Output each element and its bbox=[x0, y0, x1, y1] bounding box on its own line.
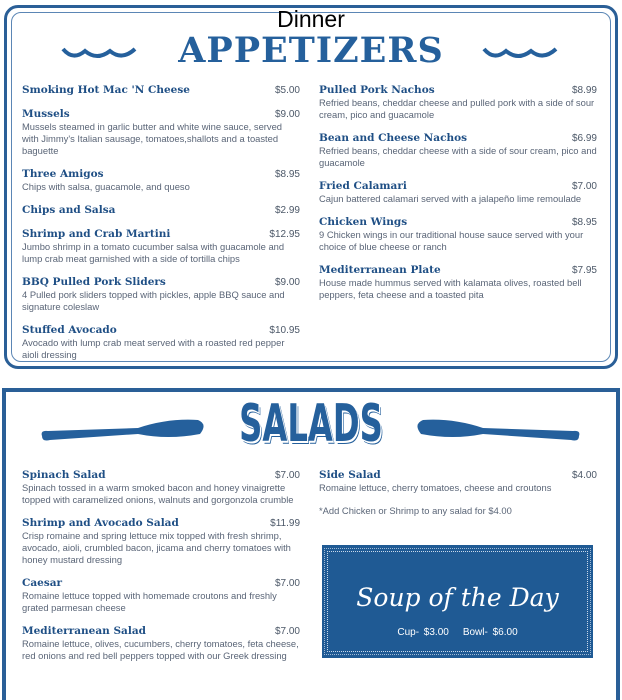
menu-item-header bbox=[22, 204, 300, 217]
menu-item-name: Caesar bbox=[22, 577, 63, 589]
menu-item bbox=[22, 204, 300, 217]
menu-item-name: Smoking Hot Mac 'N Cheese bbox=[22, 84, 190, 96]
menu-item-name: Mediterranean Salad bbox=[22, 625, 146, 637]
menu-item-name: Shrimp and Crab Martini bbox=[22, 228, 171, 240]
menu-item bbox=[22, 577, 300, 614]
menu-item-description: Romaine lettuce, olives, cucumbers, cherry tomatoes, feta cheese, red onions and red bell peppers topped with our Greek dressing bbox=[22, 638, 299, 661]
menu-item-price: $9.00 bbox=[274, 277, 300, 288]
menu-item-header bbox=[22, 276, 300, 289]
menu-item-price: $7.00 bbox=[274, 470, 300, 481]
menu-item-name: Chips and Salsa bbox=[22, 204, 116, 216]
menu-item-header bbox=[319, 469, 597, 482]
menu-item-description: 4 Pulled pork sliders topped with pickles, apple BBQ sauce and signature coleslaw bbox=[22, 289, 285, 312]
menu-item-description: Chips with salsa, guacamole, and queso bbox=[22, 181, 190, 192]
menu-item bbox=[319, 469, 597, 494]
menu-item-header bbox=[22, 469, 300, 482]
menu-item-header bbox=[319, 132, 597, 145]
menu-item-description: Mussels steamed in garlic butter and white wine sauce, served with Jimmy's Italian sausage, tomatoes,shallots and a toasted baguette bbox=[22, 121, 283, 156]
salads-heading: SALADS bbox=[239, 394, 383, 454]
appetizers-heading: APPETIZERS bbox=[178, 30, 444, 71]
menu-item-price: $5.00 bbox=[274, 85, 300, 96]
menu-item bbox=[319, 216, 597, 253]
appetizers-right-column bbox=[319, 84, 597, 312]
menu-item-name: Chicken Wings bbox=[319, 216, 408, 228]
menu-item bbox=[22, 469, 300, 506]
menu-item-price: $7.00 bbox=[274, 626, 300, 637]
menu-item-price: $6.99 bbox=[571, 133, 597, 144]
menu-item-description: House made hummus served with kalamata olives, roasted bell peppers, feta cheese and a toasted pita bbox=[319, 277, 582, 300]
menu-item-name: Three Amigos bbox=[22, 168, 104, 180]
menu-item-header bbox=[22, 517, 300, 530]
menu-item bbox=[319, 132, 597, 169]
menu-item-price: $10.95 bbox=[269, 325, 300, 336]
menu-item-header bbox=[22, 228, 300, 241]
menu-item-description: Spinach tossed in a warm smoked bacon and honey vinaigrette topped with caramelized onions, walnuts and gorgonzola crumble bbox=[22, 482, 294, 505]
menu-item-header bbox=[319, 84, 597, 97]
menu-item-name: Stuffed Avocado bbox=[22, 324, 117, 336]
menu-item bbox=[22, 324, 300, 361]
salad-addon-note: *Add Chicken or Shrimp to any salad for $4.00 bbox=[319, 505, 512, 516]
oar-icon bbox=[413, 414, 583, 448]
menu-item-header bbox=[319, 180, 597, 193]
menu-item-price: $2.99 bbox=[274, 205, 300, 216]
menu-item bbox=[22, 84, 300, 97]
menu-item bbox=[22, 108, 300, 157]
soup-of-the-day-box bbox=[322, 545, 593, 658]
menu-item-name: Pulled Pork Nachos bbox=[319, 84, 435, 96]
soup-cup-price: Cup- $3.00 bbox=[397, 627, 449, 638]
menu-item bbox=[319, 264, 597, 301]
menu-item bbox=[22, 228, 300, 265]
menu-item bbox=[22, 168, 300, 193]
menu-item-price: $8.95 bbox=[571, 217, 597, 228]
menu-item-description: Cajun battered calamari served with a jalapeño lime remoulade bbox=[319, 193, 582, 204]
menu-item-header bbox=[22, 168, 300, 181]
menu-item-name: Fried Calamari bbox=[319, 180, 407, 192]
menu-item bbox=[319, 180, 597, 205]
menu-item-description: Jumbo shrimp in a tomato cucumber salsa with guacamole and lump crab meat garnished with a side of tortilla chips bbox=[22, 241, 285, 264]
menu-item-name: Bean and Cheese Nachos bbox=[319, 132, 468, 144]
page-title: Dinner bbox=[277, 6, 345, 32]
menu-item-price: $7.95 bbox=[571, 265, 597, 276]
menu-item-description: Romaine lettuce, cherry tomatoes, cheese and croutons bbox=[319, 482, 552, 493]
menu-item-price: $12.95 bbox=[269, 229, 300, 240]
soup-prices bbox=[322, 627, 593, 638]
menu-item-header bbox=[319, 264, 597, 277]
menu-item-description: Refried beans, cheddar cheese with a side of sour cream, pico and guacamole bbox=[319, 145, 597, 168]
menu-item-name: Side Salad bbox=[319, 469, 381, 481]
menu-item-name: Mediterranean Plate bbox=[319, 264, 441, 276]
menu-item bbox=[319, 84, 597, 121]
menu-item-header bbox=[22, 84, 300, 97]
salads-left-column bbox=[22, 469, 300, 673]
menu-item-description: Romaine lettuce topped with homemade croutons and freshly grated parmesan cheese bbox=[22, 590, 277, 613]
menu-item-price: $9.00 bbox=[274, 109, 300, 120]
menu-item-price: $8.95 bbox=[274, 169, 300, 180]
menu-item-description: Refried beans, cheddar cheese and pulled pork with a side of sour cream, pico and guacamole bbox=[319, 97, 595, 120]
menu-item-description: Crisp romaine and spring lettuce mix topped with fresh shrimp, avocado, aioli, crumbled bacon, jicama and cherry tomatoes with honey mustard dressing bbox=[22, 530, 291, 565]
menu-item-price: $4.00 bbox=[571, 470, 597, 481]
appetizers-left-column bbox=[22, 84, 300, 372]
menu-item-header bbox=[22, 324, 300, 337]
menu-item-price: $7.00 bbox=[274, 578, 300, 589]
menu-item-header bbox=[319, 216, 597, 229]
menu-item-header bbox=[22, 577, 300, 590]
menu-item-header bbox=[22, 625, 300, 638]
menu-item-name: Mussels bbox=[22, 108, 70, 120]
menu-item bbox=[22, 517, 300, 566]
menu-item-header bbox=[22, 108, 300, 121]
menu-item bbox=[22, 276, 300, 313]
salads-right-column bbox=[319, 469, 597, 516]
menu-item-description: 9 Chicken wings in our traditional house sauce served with your choice of blue cheese or ranch bbox=[319, 229, 584, 252]
menu-item-price: $11.99 bbox=[270, 518, 300, 529]
menu-item-price: $8.99 bbox=[571, 85, 597, 96]
wave-ornament-icon bbox=[481, 46, 559, 62]
menu-item-name: Shrimp and Avocado Salad bbox=[22, 517, 179, 529]
soup-bowl-price: Bowl- $6.00 bbox=[462, 627, 518, 638]
menu-item-name: BBQ Pulled Pork Sliders bbox=[22, 276, 166, 288]
menu-item-name: Spinach Salad bbox=[22, 469, 106, 481]
menu-item bbox=[22, 625, 300, 662]
soup-title: Soup of the Day bbox=[356, 583, 559, 612]
menu-item-description: Avocado with lump crab meat served with a roasted red pepper aioli dressing bbox=[22, 337, 285, 360]
menu-item-price: $7.00 bbox=[571, 181, 597, 192]
